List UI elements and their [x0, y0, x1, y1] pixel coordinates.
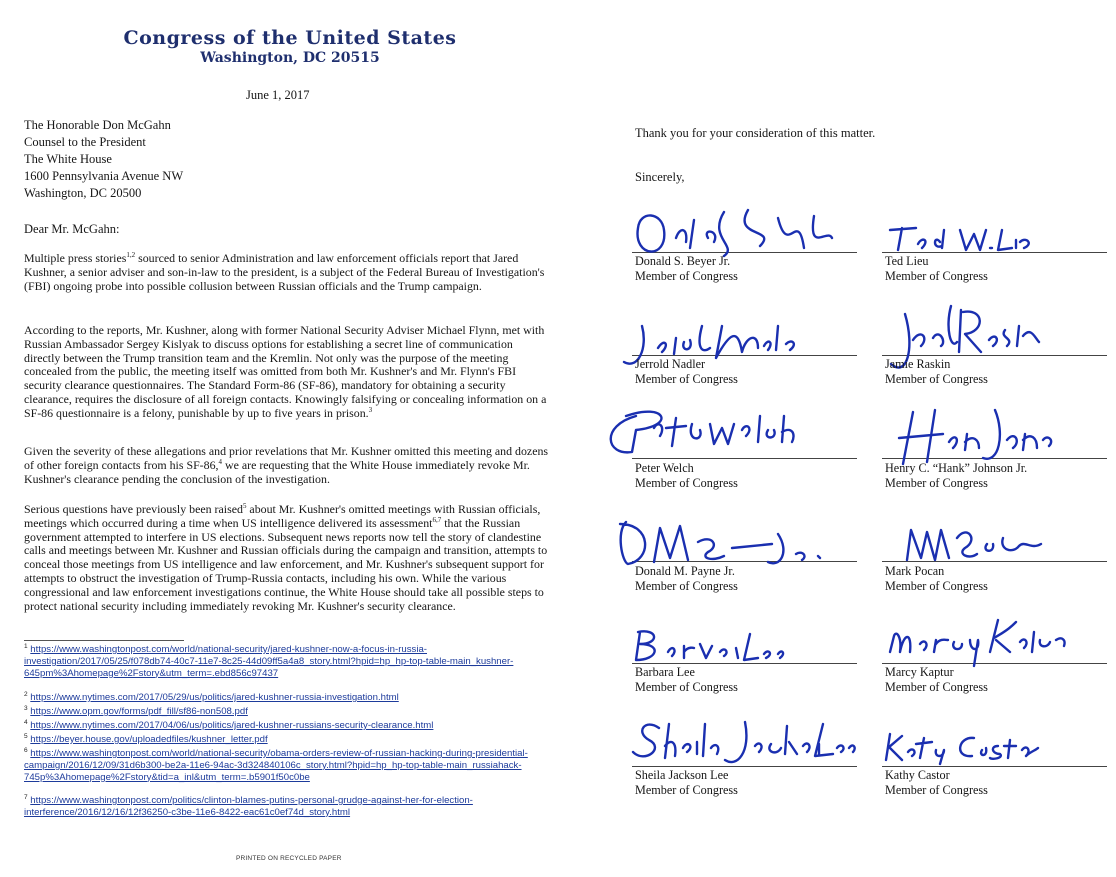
- signatory-name: Sheila Jackson Lee: [635, 768, 729, 782]
- footnote-4: $^4$ https://www.nytimes.com/2017/04/06/us/politics/jared-kushner-russians-security-clearance.html: [24, 718, 434, 731]
- signature-castor: [880, 728, 1040, 768]
- signatory-name: Henry C. “Hank” Johnson Jr.: [885, 461, 1028, 475]
- footnote-divider: [24, 640, 184, 641]
- signatory-title: Member of Congress: [635, 579, 738, 593]
- signatory-title: Member of Congress: [885, 372, 988, 386]
- recycled-paper-note: PRINTED ON RECYCLED PAPER: [236, 855, 342, 862]
- footnote-link[interactable]: https://www.washingtonpost.com/politics/clinton-blames-putins-personal-grudge-against-her-for-election-interference/2016/12/16/12f36250-c3be-11e6-8422-eac61c0ef74d_story.html: [24, 795, 473, 818]
- signature-welch: [596, 396, 806, 462]
- footnote-2: $^2$ https://www.nytimes.com/2017/05/29/us/politics/jared-kushner-russia-investigation.html: [24, 690, 399, 703]
- footnote-6: $^6$ https://www.washingtonpost.com/world/national-security/obama-orders-review-of-russian-hacking-during-presidential-campaign/2016/12/09/31d6b300-be2a-11e6-94ac-3d324840106c_story.html?hpid=hp_hp-top-table-main_russiahack-745p%3Ahomepage%2Fstory&tid=a_inl&utm_term=.b5901f50c0be: [24, 746, 528, 783]
- footnote-link[interactable]: https://www.opm.gov/forms/pdf_fill/sf86-non508.pdf: [30, 706, 248, 717]
- signatory-name: Kathy Castor: [885, 768, 950, 782]
- closing-thanks: Thank you for your consideration of this matter.: [635, 126, 876, 140]
- body-paragraph-1: Multiple press stories$^{1,2}$ sourced to senior Administration and law enforcement officials report that Jared Kushner, a senior adviser and son-in-law to the president, is a subject of the Federal Bureau of Investigation's (FBI) ongoing probe into possible collusion between Russian officials and the Trump campaign.: [24, 251, 545, 293]
- footnote-link[interactable]: https://www.nytimes.com/2017/04/06/us/politics/jared-kushner-russians-security-clearance.html: [30, 720, 434, 731]
- footnote-link[interactable]: https://www.washingtonpost.com/world/national-security/jared-kushner-now-a-focus-in-russia-investigation/2017/05/25/f078db74-40c7-11e7-8c25-44d09ff5a4a8_story.html?hpid=hp_hp-top-table-main_kushner-645pm%3Ahomepage%2Fstory&utm_term=.ebd856c97437: [24, 644, 514, 679]
- signatory-name: Donald S. Beyer Jr.: [635, 254, 731, 268]
- letter-date: June 1, 2017: [246, 88, 310, 102]
- letterhead-title: Congress of the United States: [123, 27, 457, 49]
- signatory-name: Barbara Lee: [635, 665, 695, 679]
- signature-kaptur: [880, 612, 1070, 670]
- signatory-title: Member of Congress: [885, 680, 988, 694]
- signatory-title: Member of Congress: [885, 269, 988, 283]
- address-line: The White House: [24, 152, 112, 166]
- signature-lieu: [886, 222, 1036, 258]
- letterhead-address: Washington, DC 20515: [200, 50, 380, 66]
- address-line: 1600 Pennsylvania Avenue NW: [24, 169, 184, 183]
- footnote-1: $^1$ https://www.washingtonpost.com/world/national-security/jared-kushner-now-a-focus-in-russia-investigation/2017/05/25/f078db74-40c7-11e7-8c25-44d09ff5a4a8_story.html?hpid=hp_hp-top-table-main_kushner-645pm%3Ahomepage%2Fstory&utm_term=.ebd856c97437: [24, 642, 514, 679]
- footnote-link[interactable]: https://www.washingtonpost.com/world/national-security/obama-orders-review-of-russian-hacking-during-presidential-campaign/2016/12/09/31d6b300-be2a-11e6-94ac-3d324840106c_story.html?hpid=hp_hp-top-table-main_russiahack-745p%3Ahomepage%2Fstory&tid=a_inl&utm_term=.b5901f50c0be: [24, 748, 528, 783]
- body-paragraph-4: Serious questions have previously been raised$^5$ about Mr. Kushner's omitted meetings with Russian officials, meetings which occurred during a time when US intelligence delivered its assessment$^{6,7}$ that the Russian government attempted to interfere in US elections. Subsequent news reports now tell the story of clandestine calls and meetings between Mr. Kushner and Russian officials during the campaign and transition, attempts to conceal those meetings from US intelligence and law enforcement, and Mr. Kushner's subsequent support for attempts to obstruct the investigation of Trump-Russia contacts, including his own. While the various congressional and law enforcement investigations continue, the White House should take all possible steps to protect national security including immediately revoking Mr. Kushner's security clearance.: [24, 502, 548, 613]
- signatory-title: Member of Congress: [635, 680, 738, 694]
- signatory-name: Marcy Kaptur: [885, 665, 954, 679]
- body-paragraph-2: According to the reports, Mr. Kushner, along with former National Security Adviser Michael Flynn, met with Russian Ambassador Sergey Kislyak to discuss options for establishing a secret line of communication directly between the Trump transition team and the Kremlin. Not only was the purpose of the meeting concealed from the public, the meeting itself was omitted from both Mr. Kushner's and Mr. Flynn's FBI security clearance questionnaires. The Standard Form-86 (SF-86), mandatory for obtaining a security clearance, requires the disclosure of all foreign contacts. Knowingly falsifying or concealing information on a SF-86 questionnaire is a felony, punishable by up to five years in prison.$^3$: [24, 323, 547, 420]
- salutation: Dear Mr. McGahn:: [24, 222, 120, 236]
- address-line: Washington, DC 20500: [24, 186, 142, 200]
- footnote-link[interactable]: https://beyer.house.gov/uploadedfiles/kushner_letter.pdf: [30, 734, 268, 745]
- signatory-title: Member of Congress: [885, 783, 988, 797]
- closing-sincerely: Sincerely,: [635, 170, 685, 184]
- address-line: Counsel to the President: [24, 135, 146, 149]
- signatory-name: Donald M. Payne Jr.: [635, 564, 735, 578]
- signatory-name: Jerrold Nadler: [635, 357, 706, 371]
- signatory-name: Ted Lieu: [885, 254, 929, 268]
- footnote-3: $^3$ https://www.opm.gov/forms/pdf_fill/sf86-non508.pdf: [24, 704, 248, 717]
- signatory-title: Member of Congress: [635, 269, 738, 283]
- signatory-name: Jamie Raskin: [885, 357, 951, 371]
- signatory-title: Member of Congress: [635, 372, 738, 386]
- signatory-title: Member of Congress: [635, 476, 738, 490]
- footnote-7: $^7$ https://www.washingtonpost.com/politics/clinton-blames-putins-personal-grudge-against-her-for-election-interference/2016/12/16/12f36250-c3be-11e6-8422-eac61c0ef74d_story.html: [24, 793, 473, 818]
- signatory-name: Mark Pocan: [885, 564, 945, 578]
- footnote-link[interactable]: https://www.nytimes.com/2017/05/29/us/politics/jared-kushner-russia-investigation.html: [30, 692, 399, 703]
- signature-jackson-lee: [625, 712, 860, 776]
- body-paragraph-3: Given the severity of these allegations and prior revelations that Mr. Kushner omitted this meeting and dozens of other foreign contacts from his SF-86,$^4$ we are requesting that the White House immediately revoke Mr. Kushner's clearance pending the conclusion of the investigation.: [24, 444, 549, 486]
- signatory-title: Member of Congress: [885, 579, 988, 593]
- footnote-5: $^5$ https://beyer.house.gov/uploadedfiles/kushner_letter.pdf: [24, 732, 268, 745]
- signature-payne: [612, 512, 837, 572]
- address-line: The Honorable Don McGahn: [24, 118, 171, 132]
- signatory-title: Member of Congress: [885, 476, 988, 490]
- signatory-name: Peter Welch: [635, 461, 694, 475]
- signatory-title: Member of Congress: [635, 783, 738, 797]
